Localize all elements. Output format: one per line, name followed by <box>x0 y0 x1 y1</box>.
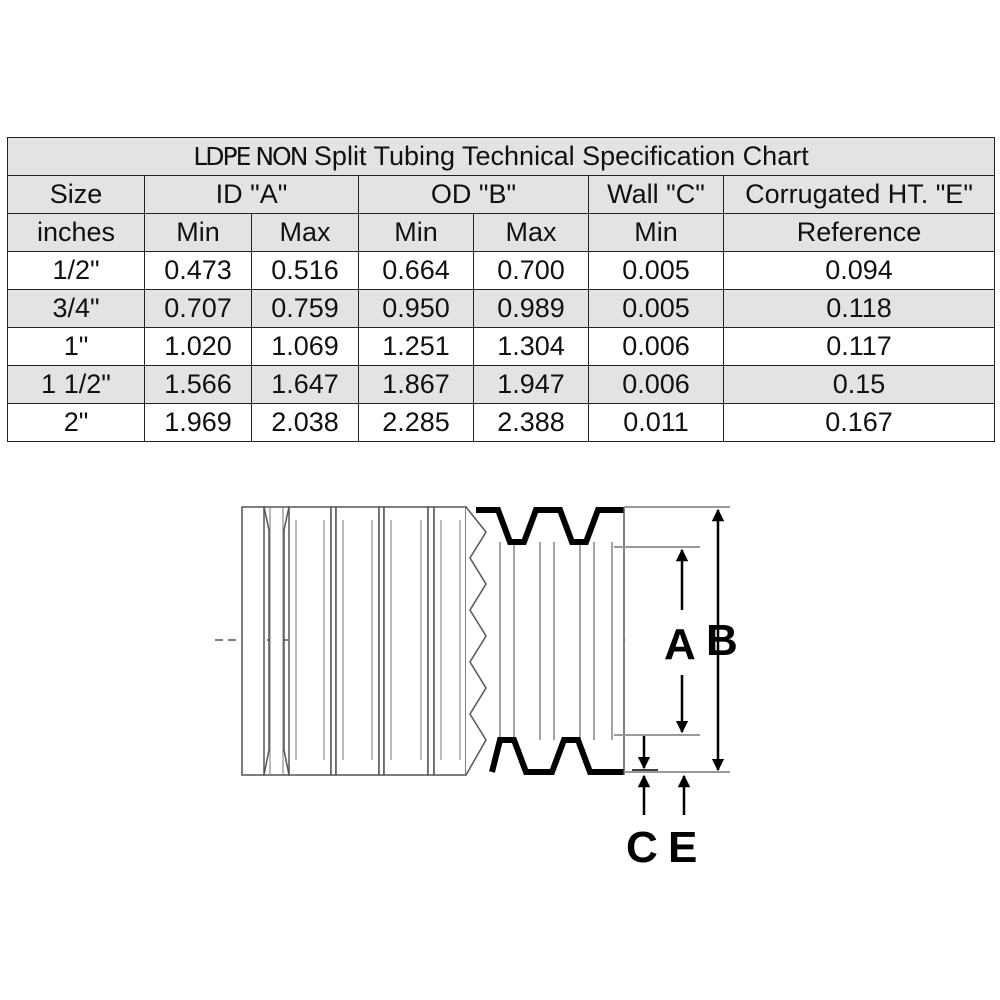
cell-od-max: 0.989 <box>474 290 589 328</box>
cell-od-max: 1.304 <box>474 328 589 366</box>
table-title-row <box>8 138 995 176</box>
header-id-max: Max <box>252 214 359 252</box>
header-od: OD "B" <box>359 176 589 214</box>
header-inches: inches <box>8 214 145 252</box>
cell-od-min: 1.251 <box>359 328 474 366</box>
cell-size: 1/2" <box>8 252 145 290</box>
cell-od-min: 0.950 <box>359 290 474 328</box>
cell-id-max: 0.759 <box>252 290 359 328</box>
cell-reference: 0.117 <box>724 328 995 366</box>
cell-reference: 0.15 <box>724 366 995 404</box>
cell-od-max: 2.388 <box>474 404 589 442</box>
header-reference: Reference <box>724 214 995 252</box>
cell-wall-min: 0.006 <box>589 366 724 404</box>
cell-size: 1 1/2" <box>8 366 145 404</box>
table-title <box>8 138 995 176</box>
table-row <box>8 290 995 328</box>
cell-od-min: 1.867 <box>359 366 474 404</box>
title-text: Split Tubing Technical Specification Chart <box>313 141 809 171</box>
cell-id-min: 1.969 <box>145 404 252 442</box>
cell-size: 2" <box>8 404 145 442</box>
cell-id-min: 0.707 <box>145 290 252 328</box>
label-a: A <box>664 620 696 669</box>
label-b: B <box>706 616 738 665</box>
cell-od-max: 0.700 <box>474 252 589 290</box>
header-od-min: Min <box>359 214 474 252</box>
cell-od-max: 1.947 <box>474 366 589 404</box>
tube-cutaway <box>466 507 624 775</box>
table-row <box>8 366 995 404</box>
header-wall: Wall "C" <box>589 176 724 214</box>
cell-id-max: 1.647 <box>252 366 359 404</box>
cell-size: 3/4" <box>8 290 145 328</box>
cell-reference: 0.167 <box>724 404 995 442</box>
cell-od-min: 2.285 <box>359 404 474 442</box>
header-row-2 <box>8 214 995 252</box>
cell-wall-min: 0.011 <box>589 404 724 442</box>
header-size: Size <box>8 176 145 214</box>
header-wall-min: Min <box>589 214 724 252</box>
cell-reference: 0.094 <box>724 252 995 290</box>
title-material: LDPE NON <box>193 142 307 171</box>
cell-id-min: 0.473 <box>145 252 252 290</box>
cell-wall-min: 0.005 <box>589 290 724 328</box>
table-row <box>8 328 995 366</box>
header-corrugated: Corrugated HT. "E" <box>724 176 995 214</box>
cell-size: 1" <box>8 328 145 366</box>
tube-outer-rings <box>242 507 466 775</box>
label-e: E <box>668 823 698 872</box>
tubing-cross-section-diagram <box>0 470 1000 890</box>
header-id-min: Min <box>145 214 252 252</box>
cell-od-min: 0.664 <box>359 252 474 290</box>
cell-id-min: 1.566 <box>145 366 252 404</box>
label-c: C <box>626 823 658 872</box>
cell-id-max: 2.038 <box>252 404 359 442</box>
header-id: ID "A" <box>145 176 359 214</box>
cell-reference: 0.118 <box>724 290 995 328</box>
header-od-max: Max <box>474 214 589 252</box>
cell-wall-min: 0.005 <box>589 252 724 290</box>
table-row <box>8 404 995 442</box>
table-row <box>8 252 995 290</box>
cell-id-min: 1.020 <box>145 328 252 366</box>
spec-table <box>7 137 995 442</box>
cell-id-max: 1.069 <box>252 328 359 366</box>
header-row-1 <box>8 176 995 214</box>
cell-wall-min: 0.006 <box>589 328 724 366</box>
cell-id-max: 0.516 <box>252 252 359 290</box>
